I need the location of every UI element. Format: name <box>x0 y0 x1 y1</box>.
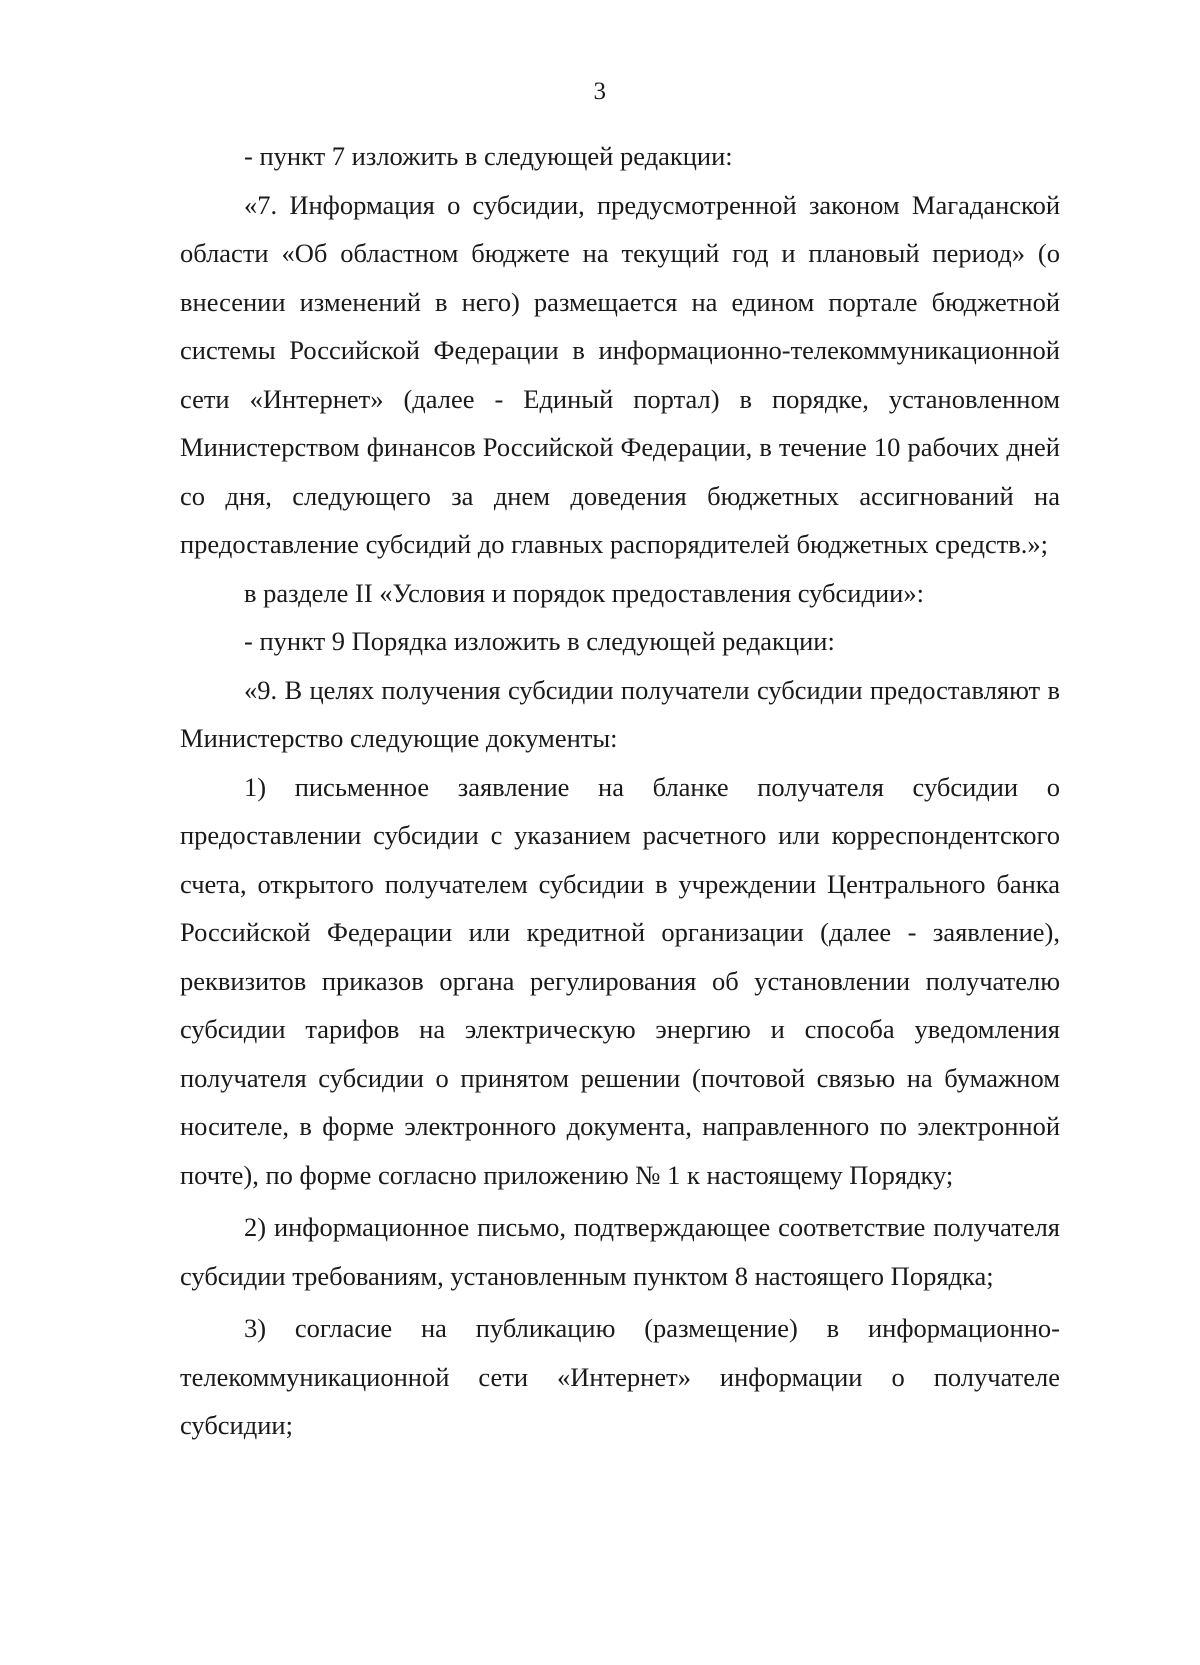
paragraph-section-2-heading: в разделе II «Условия и порядок предоставления субсидии»: <box>244 577 924 608</box>
paragraph-item-7-text: «7. Информация о субсидии, предусмотренной законом Магаданской области «Об областном бюджете на текущий год и плановый период» (о внесении изменений в него) размещается на едином портале бюджетной системы Российской Федерации в информационно-телекоммуникационной сети «Интернет» (далее - Единый портал) в порядке, установленном Министерством финансов Российской Федерации, в течение 10 рабочих дней со дня, следующего за днем доведения бюджетных ассигнований на предоставление субсидий до главных распорядителей бюджетных средств.»; <box>180 189 1060 559</box>
paragraph-item-9-intro: - пункт 9 Порядка изложить в следующей редакции: <box>244 626 835 656</box>
paragraph-subitem-3: 3) согласие на публикацию (размещение) в информационно-телекоммуникационной сети «Интернет» информации о получателе субсидии; <box>180 1313 1060 1440</box>
document-body <box>180 132 1060 1450</box>
paragraph-item-7-intro: - пункт 7 изложить в следующей редакции: <box>244 141 733 171</box>
paragraph-subitem-1: 1) письменное заявление на бланке получателя субсидии о предоставлении субсидии с указанием расчетного или корреспондентского счета, открытого получателем субсидии в учреждении Центрального банка Российской Федерации или кредитной организации (далее - заявление), реквизитов приказов органа регулирования об установлении получателю субсидии тарифов на электрическую энергию и способа уведомления получателя субсидии о принятом решении (почтовой связью на бумажном носителе, в форме электронного документа, направленного по электронной почте), по форме согласно приложению № 1 к настоящему Порядку; <box>180 771 1060 1190</box>
paragraph-subitem-2: 2) информационное письмо, подтверждающее соответствие получателя субсидии требованиям, установленным пунктом 8 настоящего Порядка; <box>180 1212 1060 1291</box>
paragraph-item-9-text: «9. В целях получения субсидии получатели субсидии предоставляют в Министерство следующие документы: <box>180 674 1060 753</box>
page-number: 3 <box>593 78 607 105</box>
